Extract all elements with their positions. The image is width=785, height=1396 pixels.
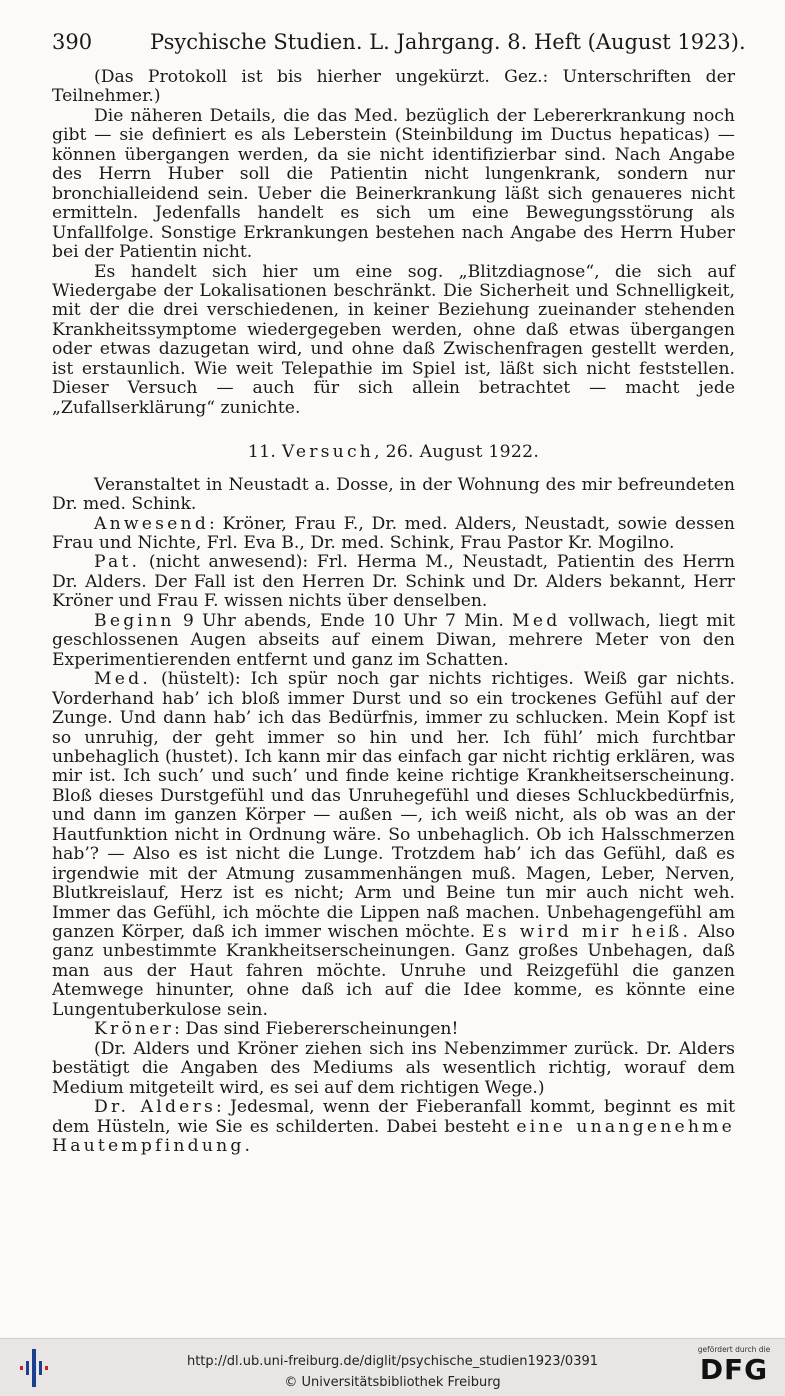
running-header	[52, 28, 746, 58]
copyright-notice: © Universitätsbibliothek Freiburg	[284, 1375, 501, 1390]
permalink-url[interactable]: http://dl.ub.uni-freiburg.de/diglit/psychische_studien1923/0391	[186, 1354, 599, 1369]
viewer-footer	[0, 1338, 785, 1396]
journal-title: Psychische Studien. L. Jahrgang. 8. Heft (August 1923).	[150, 30, 746, 54]
paragraph-veranstaltet: Veranstaltet in Neustadt a. Dosse, in der Wohnung des mir befreundeten Dr. med. Schink.	[52, 474, 735, 515]
paragraph-alders: Dr. Alders: Jedesmal, wenn der Fieberanfall kommt, beginnt es mit dem Hüsteln, wie Sie es schilderten. Dabei besteht eine unangenehme Hautempfindung.	[52, 1097, 735, 1157]
page-body	[52, 68, 735, 1156]
paragraph-anwesend: Anwesend: Kröner, Frau F., Dr. med. Alders, Neustadt, sowie dessen Frau und Nichte, Frl. Eva B., Dr. med. Schink, Frau Pastor Kr. Mogilno.	[52, 513, 735, 553]
paragraph-beginn: Beginn 9 Uhr abends, Ende 10 Uhr 7 Min. Med vollwach, liegt mit geschlossenen Augen abseits auf einem Diwan, mehrere Meter von den Experimentierenden entfernt und ganz im Schatten.	[52, 610, 735, 670]
dfg-logo	[693, 1345, 775, 1391]
paragraph-medium-speech: Med. (hüstelt): Ich spür noch gar nichts richtiges. Weiß gar nichts. Vorderhand hab’ ich bloß immer Durst und so ein trockenes Gefühl auf der Zunge. Und dann hab’ ich das Bedürfnis, immer zu schlucken. Mein Kopf ist so unruhig, der geht immer so hin und her. Ich fühl’ mich furchtbar unbehaglich (hustet). Ich kann mir das einfach gar nicht richtig erklären, was mir ist. Ich such’ und such’ und finde keine richtige Krankheitserscheinung. Bloß dieses Durstgefühl und das Unruhegefühl und dieses Schluckbedürfnis, und dann im ganzen Körper — außen —, ich weiß nicht, als ob was an der Hautfunktion nicht in Ordnung wäre. So unbehaglich. Ob ich Halsschmerzen hab’? — Also es ist nicht die Lunge. Trotzdem hab’ ich das Gefühl, daß es irgendwie mit der Atmung zusammenhängen muß. Magen, Leber, Nerven, Blutkreislauf, Herz ist es nicht; Arm und Beine tun mir auch nicht weh. Immer das Gefühl, ich möchte die Lippen naß machen. Unbehagengefühl am ganzen Körper, daß ich immer wischen möchte. Es wird mir heiß. Also ganz unbestimmte Krankheitserscheinungen. Ganz großes Unbehagen, daß man aus der Haut fahren möchte. Unruhe und Reizgefühl die ganzen Atemwege hinunter, ohne daß ich auf die Idee komme, es könnte eine Lungentuberkulose sein.	[52, 669, 735, 1020]
paragraph-kroener: Kröner: Das sind Fiebererscheinungen!	[94, 1019, 459, 1040]
paragraph-protocol: (Das Protokoll ist bis hierher ungekürzt. Gez.: Unterschriften der Teilnehmer.)	[52, 67, 735, 107]
dfg-subtitle: gefördert durch die	[697, 1345, 771, 1354]
paragraph-details: Die näheren Details, die das Med. bezüglich der Lebererkrankung noch gibt — sie definiert es als Leberstein (Steinbildung im Ductus hepaticas) — können übergangen werden, da sie nicht identifizierbar sind. Nach Angabe des Herrn Huber soll die Patientin nicht lungenkrank, sondern nur bronchialleidend sein. Ueber die Beinerkrankung läßt sich genaueres nicht ermitteln. Jedenfalls handelt es sich um eine Bewegungsstörung als Unfallfolge. Sonstige Erkrankungen bestehen nach Angabe des Herrn Huber bei der Patientin nicht.	[52, 105, 735, 263]
paragraph-patientin: Pat. (nicht anwesend): Frl. Herma M., Neustadt, Patientin des Herrn Dr. Alders. Der Fall ist den Herren Dr. Schink und Dr. Alders bekannt, Herr Kröner und Frau F. wissen nichts über denselben.	[52, 552, 735, 612]
paragraph-nebenzimmer: (Dr. Alders und Kröner ziehen sich ins Nebenzimmer zurück. Dr. Alders bestätigt die Angaben des Mediums als wesentlich richtig, worauf dem Medium mitgeteilt wird, es sei auf dem richtigen Wege.)	[52, 1038, 735, 1098]
dfg-wordmark: DFG	[699, 1353, 769, 1386]
page-number: 390	[52, 30, 93, 54]
section-heading: 11. Versuch, 26. August 1922.	[247, 442, 540, 463]
paragraph-blitzdiagnose: Es handelt sich hier um eine sog. „Blitzdiagnose“, die sich auf Wiedergabe der Lokalisationen beschränkt. Die Sicherheit und Schnelligkeit, mit der die drei verschiedenen, in keiner Beziehung zueinander stehenden Krankheitssymptome wiedergegeben werden, ohne daß etwas übergangen oder etwas dazugetan wird, und ohne daß Zwischenfragen gestellt werden, ist erstaunlich. Wie weit Telepathie im Spiel ist, läßt sich nicht feststellen. Dieser Versuch — auch für sich allein betrachtet — macht jede „Zufallserklärung“ zunichte.	[52, 261, 735, 418]
